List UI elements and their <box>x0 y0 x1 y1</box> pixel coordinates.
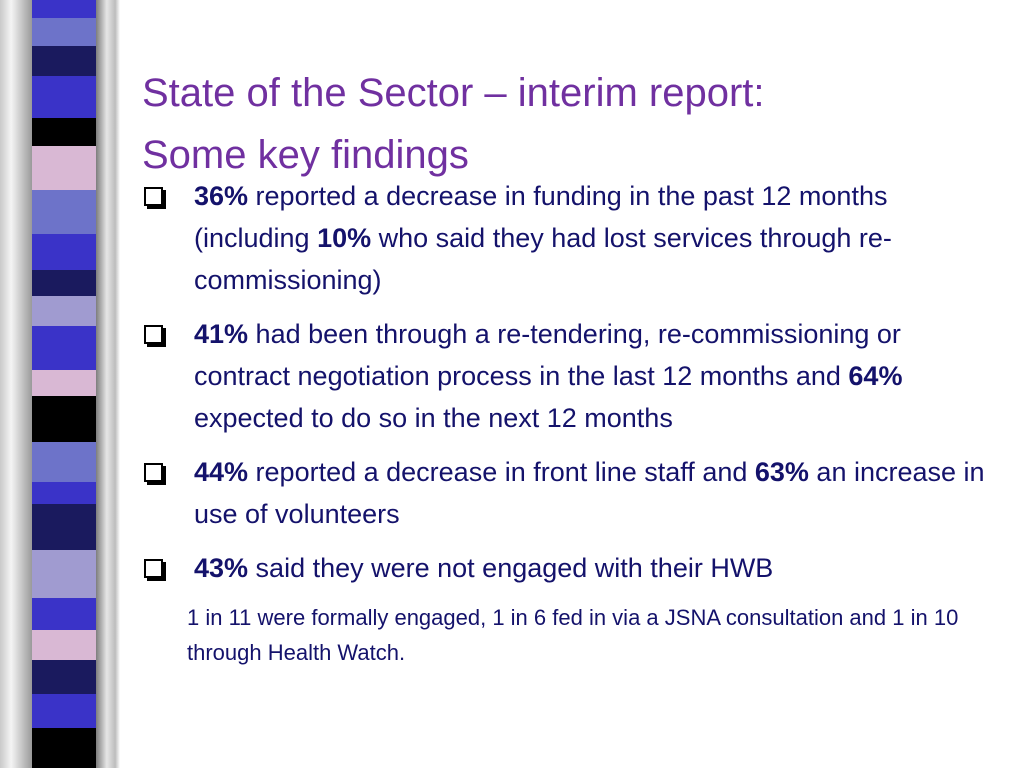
stripe-block <box>32 296 96 326</box>
finding-text: reported a decrease in funding in the past 12 months (including <box>194 181 888 253</box>
slide-title-line-2: Some key findings <box>142 133 469 177</box>
finding-text: expected to do so in the next 12 months <box>194 403 673 433</box>
finding-item <box>142 547 1002 589</box>
stripe-block <box>32 46 96 76</box>
stripe-block <box>32 694 96 728</box>
stripe-block <box>32 190 96 234</box>
finding-percent: 43% <box>194 553 249 583</box>
stripe-block <box>32 442 96 482</box>
finding-text: reported a decrease in front line staff and <box>248 457 755 487</box>
finding-text: said they were not engaged with their HWB <box>248 553 774 583</box>
checkbox-square-icon <box>144 559 163 578</box>
finding-item <box>142 451 1002 535</box>
finding-text: who said they had lost services through re-commissioning) <box>194 223 892 295</box>
finding-percent: 44% <box>194 457 249 487</box>
strip-left-shading <box>0 0 32 768</box>
stripe-block <box>32 482 96 504</box>
stripe-block <box>32 504 96 550</box>
checkbox-square-icon <box>144 187 163 206</box>
finding-percent: 36% <box>194 181 249 211</box>
stripe-block <box>32 270 96 296</box>
stripe-block <box>32 146 96 190</box>
stripe-block <box>32 728 96 768</box>
stripe-block <box>32 598 96 630</box>
hwb-engagement-note: 1 in 11 were formally engaged, 1 in 6 fed in via a JSNA consultation and 1 in 10 through Health Watch. <box>187 605 959 665</box>
finding-text: had been through a re-tendering, re-commissioning or contract negotiation process in the last 12 months and <box>194 319 901 391</box>
findings-list <box>142 175 1002 601</box>
checkbox-square-icon <box>144 325 163 344</box>
stripe-block <box>32 370 96 396</box>
finding-percent: 63% <box>754 457 809 487</box>
stripe-block <box>32 550 96 598</box>
slide-title <box>142 62 1002 186</box>
stripe-block <box>32 326 96 370</box>
finding-percent: 41% <box>194 319 249 349</box>
stripe-block <box>32 18 96 46</box>
finding-item <box>142 175 1002 301</box>
stripe-block <box>32 0 96 18</box>
stripe-block <box>32 396 96 442</box>
stripe-block <box>32 630 96 660</box>
decorative-stripe-strip <box>0 0 120 768</box>
finding-percent: 64% <box>848 361 903 391</box>
stripe-block <box>32 234 96 270</box>
finding-percent: 10% <box>317 223 372 253</box>
stripe-block <box>32 660 96 694</box>
stripe-block <box>32 76 96 118</box>
finding-item <box>142 313 1002 439</box>
slide-title-line-1: State of the Sector – interim report: <box>142 71 765 115</box>
stripe-block <box>32 118 96 146</box>
finding-text: an increase in use of volunteers <box>194 457 985 529</box>
strip-right-shading <box>96 0 120 768</box>
checkbox-square-icon <box>144 463 163 482</box>
